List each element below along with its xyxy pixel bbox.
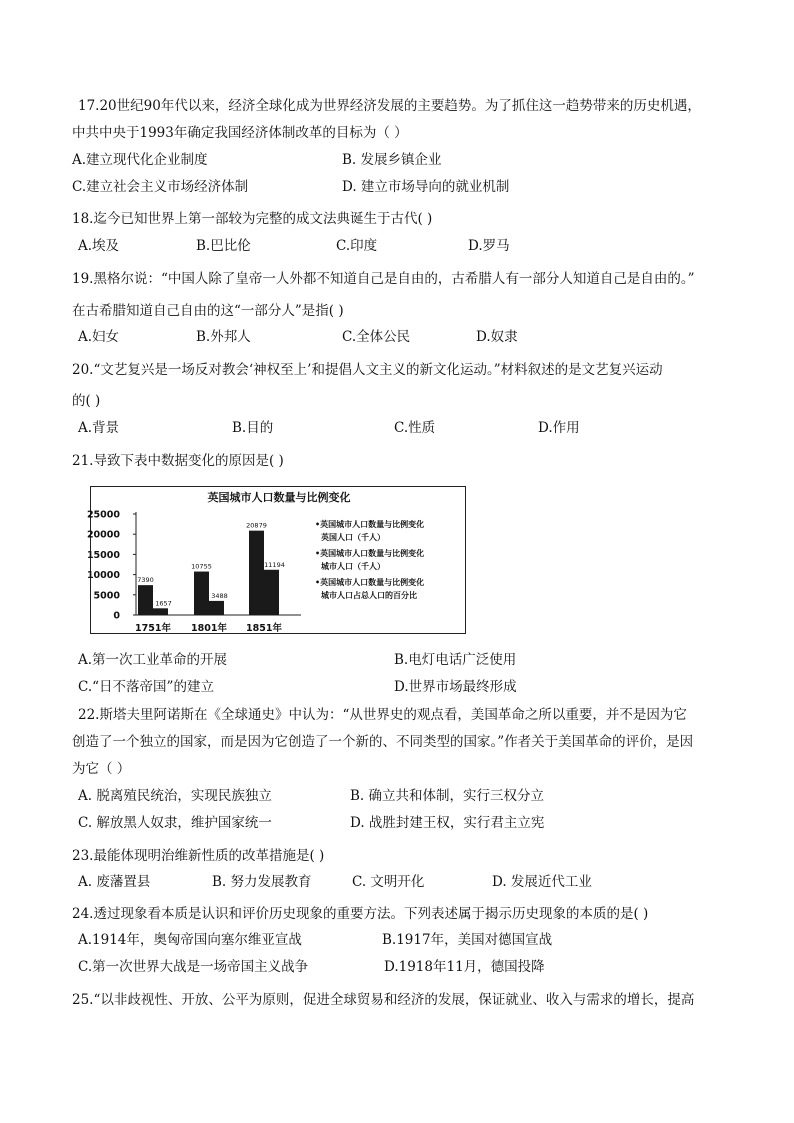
q23-option-b[interactable]: B. 努力发展教育 bbox=[212, 874, 312, 890]
q18-stem: 18.迄今已知世界上第一部较为完整的成文法典诞生于古代( ) bbox=[72, 211, 433, 227]
q19-option-d[interactable]: D.奴隶 bbox=[476, 329, 518, 345]
chart-y-tick-label: 10000 bbox=[86, 570, 120, 582]
chart-bar-urban-2 bbox=[209, 601, 224, 615]
chart-data-label: 3488 bbox=[211, 591, 228, 600]
chart-data-label: 10755 bbox=[191, 562, 212, 571]
q22-option-c[interactable]: C. 解放黑人奴隶，维护国家统一 bbox=[78, 815, 272, 831]
q21-option-d[interactable]: D.世界市场最终形成 bbox=[394, 679, 517, 695]
q17-option-c[interactable]: C.建立社会主义市场经济体制 bbox=[72, 179, 249, 195]
population-chart bbox=[86, 486, 466, 634]
q17-stem-line1: 17.20世纪90年代以来，经济全球化成为世界经济发展的主要趋势。为了抓住这一趋势带来的历史机遇， bbox=[78, 98, 701, 114]
q19-option-b[interactable]: B.外邦人 bbox=[196, 329, 251, 345]
chart-legend-title-2: •英国城市人口数量与比例变化 bbox=[315, 549, 425, 558]
chart-x-tick-label: 1751年 bbox=[135, 623, 171, 634]
q22-stem-line3: 为它（ ） bbox=[72, 761, 131, 777]
chart-legend-title-1: •英国城市人口数量与比例变化 bbox=[315, 520, 425, 529]
q20-stem-line1: 20.“文艺复兴是一场反对教会‘神权至上’和提倡人文主义的新文化运动。”材料叙述的是文艺复兴运动 bbox=[72, 362, 663, 378]
chart-bar-total-3 bbox=[249, 531, 264, 615]
chart-x-tick-label: 1851年 bbox=[246, 623, 282, 634]
chart-bar-urban-1 bbox=[153, 608, 168, 615]
q22-option-d[interactable]: D. 战胜封建王权，实行君主立宪 bbox=[350, 815, 545, 831]
q18-option-d[interactable]: D.罗马 bbox=[468, 238, 510, 254]
q24-option-d[interactable]: D.1918年11月，德国投降 bbox=[384, 959, 545, 975]
q19-option-c[interactable]: C.全体公民 bbox=[342, 329, 411, 345]
q24-option-c[interactable]: C.第一次世界大战是一场帝国主义战争 bbox=[78, 959, 309, 975]
chart-data-label: 7390 bbox=[137, 576, 154, 585]
q24-option-a[interactable]: A.1914年，奥匈帝国向塞尔维亚宣战 bbox=[78, 932, 302, 948]
q22-option-a[interactable]: A. 脱离殖民统治，实现民族独立 bbox=[78, 788, 272, 804]
chart-x-tick-label: 1801年 bbox=[191, 623, 227, 634]
chart-y-tick-label: 25000 bbox=[86, 509, 120, 521]
q18-option-a[interactable]: A.埃及 bbox=[78, 238, 120, 254]
q19-stem-line2: 在古希腊知道自己自由的这“一部分人”是指( ) bbox=[72, 303, 344, 319]
chart-bar-total-2 bbox=[194, 572, 209, 615]
q22-option-b[interactable]: B. 确立共和体制，实行三权分立 bbox=[350, 788, 545, 804]
chart-legend-label-3: 城市人口占总人口的百分比 bbox=[321, 591, 417, 600]
chart-legend-label-1: 英国人口（千人） bbox=[321, 533, 385, 542]
q19-option-a[interactable]: A.妇女 bbox=[78, 329, 120, 345]
q17-stem-line2: 中共中央于1993年确定我国经济体制改革的目标为（ ） bbox=[72, 125, 408, 141]
q20-option-c[interactable]: C.性质 bbox=[394, 420, 436, 436]
chart-data-label: 20879 bbox=[246, 521, 267, 530]
q23-option-c[interactable]: C. 文明开化 bbox=[352, 874, 425, 890]
q18-option-b[interactable]: B.巴比伦 bbox=[196, 238, 251, 254]
chart-svg bbox=[86, 487, 467, 635]
q22-stem-line2: 创造了一个独立的国家，而是因为它创造了一个新的、不同类型的国家。”作者关于美国革命的评价，是因 bbox=[72, 734, 694, 750]
q18-option-c[interactable]: C.印度 bbox=[336, 238, 378, 254]
q17-option-a[interactable]: A.建立现代化企业制度 bbox=[72, 152, 208, 168]
q21-option-b[interactable]: B.电灯电话广泛使用 bbox=[394, 652, 517, 668]
q23-option-d[interactable]: D. 发展近代工业 bbox=[492, 874, 592, 890]
q17-option-d[interactable]: D. 建立市场导向的就业机制 bbox=[342, 179, 510, 195]
chart-legend-title-3: •英国城市人口数量与比例变化 bbox=[315, 578, 425, 587]
chart-legend-label-2: 城市人口（千人） bbox=[321, 562, 385, 571]
chart-title: 英国城市人口数量与比例变化 bbox=[207, 491, 351, 504]
q24-stem: 24.透过现象看本质是认识和评价历史现象的重要方法。下列表述属于揭示历史现象的本质的是( ) bbox=[72, 906, 649, 922]
q24-option-b[interactable]: B.1917年，美国对德国宣战 bbox=[382, 932, 553, 948]
q20-option-b[interactable]: B.目的 bbox=[232, 420, 274, 436]
q22-stem-line1: 22.斯塔夫里阿诺斯在《全球通史》中认为：“从世界史的观点看，美国革命之所以重要，并不是因为它 bbox=[78, 707, 687, 723]
q23-stem: 23.最能体现明治维新性质的改革措施是( ) bbox=[72, 848, 325, 864]
q21-option-a[interactable]: A.第一次工业革命的开展 bbox=[78, 652, 228, 668]
chart-y-tick-label: 5000 bbox=[93, 590, 120, 602]
chart-bar-total-1 bbox=[138, 585, 153, 615]
q20-option-a[interactable]: A.背景 bbox=[78, 420, 120, 436]
chart-y-tick-label: 0 bbox=[113, 610, 120, 622]
chart-data-label: 11194 bbox=[264, 560, 285, 569]
q19-stem-line1: 19.黑格尔说：“中国人除了皇帝一人外都不知道自己是自由的，古希腊人有一部分人知道自己是自由的。” bbox=[72, 271, 695, 287]
chart-y-tick-label: 15000 bbox=[86, 549, 120, 561]
chart-data-label: 1657 bbox=[155, 599, 172, 608]
q23-option-a[interactable]: A. 废藩置县 bbox=[78, 874, 151, 890]
chart-bar-urban-3 bbox=[264, 570, 279, 615]
chart-y-tick-label: 20000 bbox=[86, 529, 120, 541]
q20-stem-line2: 的( ) bbox=[72, 393, 101, 409]
q21-stem: 21.导致下表中数据变化的原因是( ) bbox=[72, 453, 284, 469]
q17-option-b[interactable]: B. 发展乡镇企业 bbox=[342, 152, 442, 168]
q21-option-c[interactable]: C.“日不落帝国”的建立 bbox=[78, 679, 214, 695]
q20-option-d[interactable]: D.作用 bbox=[538, 420, 580, 436]
q25-stem-line1: 25.“以非歧视性、开放、公平为原则，促进全球贸易和经济的发展，保证就业、收入与需求的增长，提高 bbox=[72, 992, 695, 1008]
